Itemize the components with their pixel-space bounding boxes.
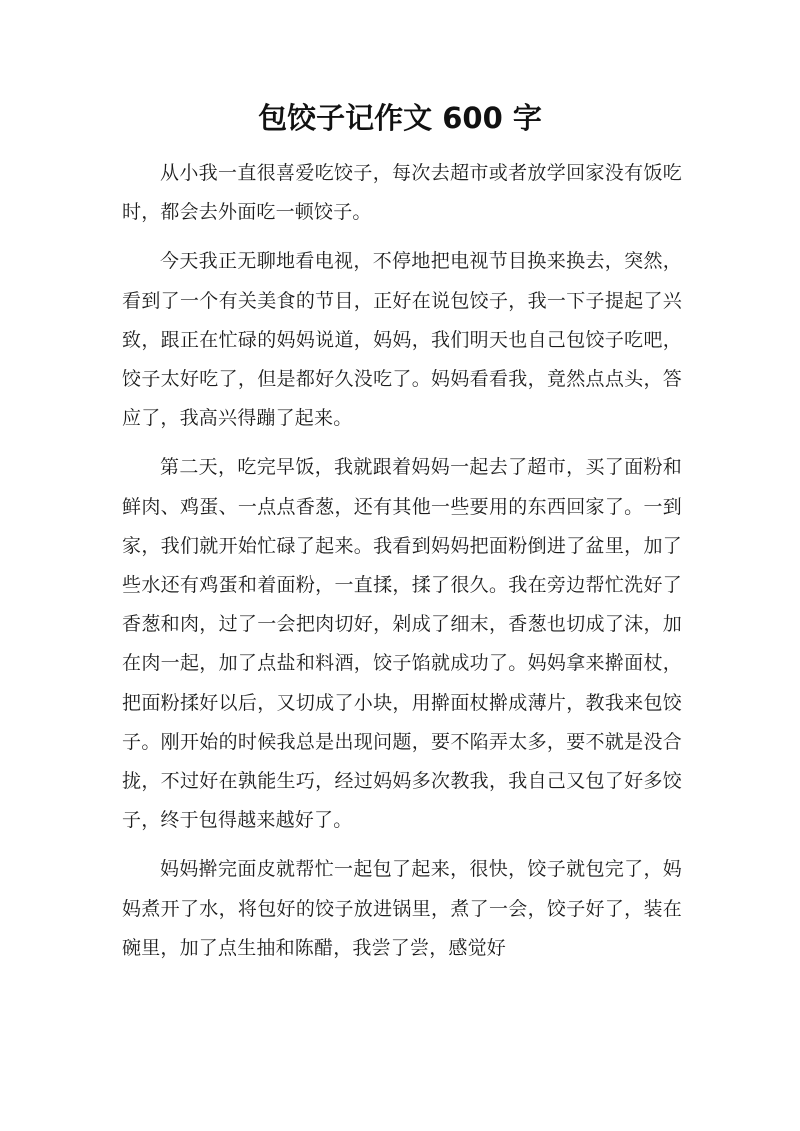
paragraph-2: 今天我正无聊地看电视，不停地把电视节目换来换去，突然，看到了一个有关美食的节目，正好在说包饺子，我一下子提起了兴致，跟正在忙碌的妈妈说道，妈妈，我们明天也自己包饺子吃吧，饺子太好吃了，但是都好久没吃了。妈妈看看我，竟然点点头，答应了，我高兴得蹦了起来。 — [122, 250, 682, 430]
paragraph-4: 妈妈擀完面皮就帮忙一起包了起来，很快，饺子就包完了，妈妈煮开了水，将包好的饺子放进锅里，煮了一会，饺子好了，装在碗里，加了点生抽和陈醋，我尝了尝，感觉好 — [122, 858, 682, 959]
document-title: 包饺子记作文 600 字 — [258, 101, 542, 135]
paragraph-3: 第二天，吃完早饭，我就跟着妈妈一起去了超市，买了面粉和鲜肉、鸡蛋、一点点香葱，还有其他一些要用的东西回家了。一到家，我们就开始忙碌了起来。我看到妈妈把面粉倒进了盆里，加了些水还有鸡蛋和着面粉，一直揉，揉了很久。我在旁边帮忙洗好了香葱和肉，过了一会把肉切好，剁成了细末，香葱也切成了沫，加在肉一起，加了点盐和料酒，饺子馅就成功了。妈妈拿来擀面杖，把面粉揉好以后，又切成了小块，用擀面杖擀成薄片，教我来包饺子。刚开始的时候我总是出现问题，要不陷弄太多，要不就是没合拢，不过好在孰能生巧，经过妈妈多次教我，我自己又包了好多饺子，终于包得越来越好了。 — [122, 456, 682, 832]
document-body — [122, 154, 682, 978]
paragraph-1: 从小我一直很喜爱吃饺子，每次去超市或者放学回家没有饭吃时，都会去外面吃一顿饺子。 — [122, 162, 682, 224]
